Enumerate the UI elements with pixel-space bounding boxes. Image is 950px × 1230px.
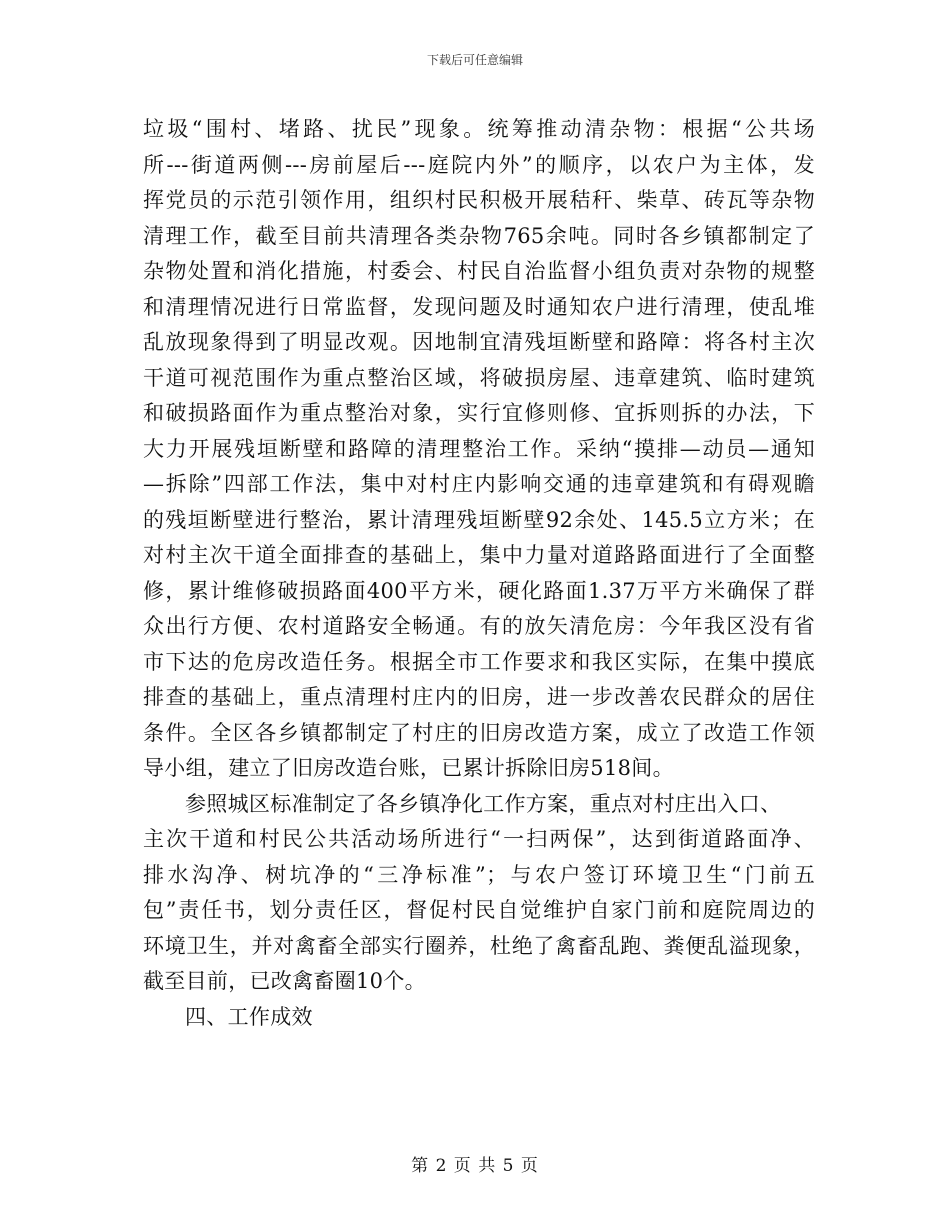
body-line: 杂物处置和消化措施，村委会、村民自治监督小组负责对杂物的规整 xyxy=(143,259,815,283)
body-line: 和清理情况进行日常监督，发现问题及时通知农户进行清理，使乱堆 xyxy=(143,294,815,319)
body-line: 乱放现象得到了明显改观。因地制宜清残垣断壁和路障：将各村主次 xyxy=(143,330,815,354)
body-line: 干道可视范围作为重点整治区域，将破损房屋、违章建筑、临时建筑 xyxy=(143,365,815,390)
body-line: 截至目前，已改禽畜圈10个。 xyxy=(143,969,426,993)
page-number-footer: 第 2 页 共 5 页 xyxy=(411,1156,539,1176)
body-line: 包”责任书，划分责任区，督促村民自觉维护自家门前和庭院周边的 xyxy=(143,898,815,922)
body-line: 和破损路面作为重点整治对象，实行宜修则修、宜拆则拆的办法，下 xyxy=(143,401,815,425)
body-line: 挥党员的示范引领作用，组织村民积极开展秸秆、柴草、砖瓦等杂物 xyxy=(143,188,815,212)
body-line: 排水沟净、树坑净的“三净标准”；与农户签订环境卫生“门前五 xyxy=(143,862,815,887)
document-body xyxy=(143,112,815,1035)
body-line: 的残垣断壁进行整治，累计清理残垣断壁92余处、145.5立方米；在 xyxy=(143,507,815,532)
body-line: 大力开展残垣断壁和路障的清理整治工作。采纳“摸排—动员—通知 xyxy=(143,436,815,461)
body-line: 环境卫生，并对禽畜全部实行圈养，杜绝了禽畜乱跑、粪便乱溢现象， xyxy=(143,933,815,958)
page-header: 下载后可任意编辑 xyxy=(426,53,523,67)
body-line: —拆除”四部工作法，集中对村庄内影响交通的违章建筑和有碍观瞻 xyxy=(143,472,815,496)
body-line: 导小组，建立了旧房改造台账，已累计拆除旧房518间。 xyxy=(143,756,674,780)
body-line: 众出行方便、农村道路安全畅通。有的放矢清危房：今年我区没有省 xyxy=(143,614,815,638)
body-line: 所---街道两侧---房前屋后---庭院内外”的顺序，以农户为主体，发 xyxy=(143,152,815,177)
body-line: 主次干道和村民公共活动场所进行“一扫两保”，达到街道路面净、 xyxy=(143,827,815,851)
body-line: 清理工作，截至目前共清理各类杂物765余吨。同时各乡镇都制定了 xyxy=(143,223,815,248)
body-line: 条件。全区各乡镇都制定了村庄的旧房改造方案，成立了改造工作领 xyxy=(143,720,815,745)
section-heading: 四、工作成效 xyxy=(185,1004,313,1029)
body-line: 对村主次干道全面排查的基础上，集中力量对道路路面进行了全面整 xyxy=(143,543,815,567)
body-line: 参照城区标准制定了各乡镇净化工作方案，重点对村庄出入口、 xyxy=(185,791,782,816)
body-line: 市下达的危房改造任务。根据全市工作要求和我区实际，在集中摸底 xyxy=(143,649,815,674)
body-line: 排查的基础上，重点清理村庄内的旧房，进一步改善农民群众的居住 xyxy=(143,685,815,709)
body-line: 修，累计维修破损路面400平方米，硬化路面1.37万平方米确保了群 xyxy=(143,578,815,603)
body-line: 垃圾“围村、堵路、扰民”现象。统筹推动清杂物：根据“公共场 xyxy=(143,117,815,141)
